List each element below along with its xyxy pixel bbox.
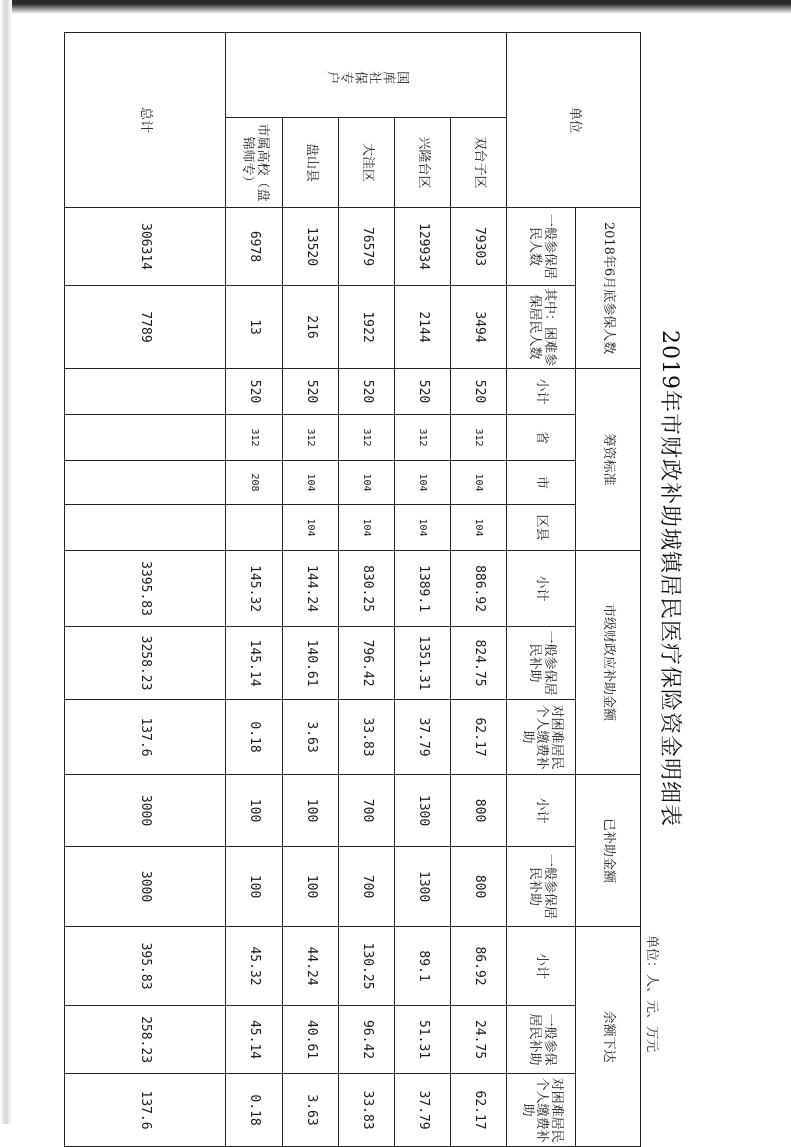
group-label-cell [226, 33, 507, 118]
std-subtotal: 520 [283, 369, 339, 415]
header-std-district: 区县 [507, 505, 576, 551]
std-district: 104 [395, 505, 451, 551]
header-paid-subtotal: 小计 [507, 775, 576, 847]
bal-general: 51.31 [395, 1006, 451, 1074]
general-count: 129934 [395, 208, 451, 286]
std-district: 104 [283, 505, 339, 551]
header-bal-subtotal: 小计 [507, 927, 576, 1006]
std-province: 312 [226, 415, 283, 461]
due-subtotal: 1389.1 [395, 551, 451, 627]
bal-general: 40.61 [283, 1006, 339, 1074]
total-paid-subtotal: 3000 [65, 775, 226, 847]
total-bal-general: 258.23 [65, 1006, 226, 1074]
header-city-fiscal: 市级财政应补助金额 [576, 551, 641, 775]
total-paid-general: 3000 [65, 847, 226, 927]
paid-subtotal: 800 [451, 775, 507, 847]
paid-general: 100 [283, 847, 339, 927]
total-general-count: 306314 [65, 208, 226, 286]
due-subtotal: 830.25 [339, 551, 395, 627]
header-due-general: 一般参保居民补助 [507, 627, 576, 700]
due-poor: 62.17 [451, 700, 507, 775]
poor-count: 216 [283, 286, 339, 369]
due-poor: 3.63 [283, 700, 339, 775]
paid-subtotal: 100 [226, 775, 283, 847]
std-province: 312 [283, 415, 339, 461]
std-province: 312 [395, 415, 451, 461]
document-title: 2019年市财政补助城镇居民医疗保险资金明细表 [657, 330, 682, 827]
paid-subtotal: 1300 [395, 775, 451, 847]
bal-general: 24.75 [451, 1006, 507, 1074]
general-count: 6978 [226, 208, 283, 286]
header-row-1 [576, 33, 641, 1147]
total-due-general: 3258.23 [65, 627, 226, 700]
std-subtotal: 520 [451, 369, 507, 415]
group-label: 国库社保专户 [326, 68, 411, 84]
total-row [65, 33, 226, 1147]
total-std-city [65, 461, 226, 505]
poor-count: 13 [226, 286, 283, 369]
header-std-subtotal: 小计 [507, 369, 576, 415]
row-name: 大洼区 [339, 118, 395, 208]
due-general: 145.14 [226, 627, 283, 700]
general-count: 76579 [339, 208, 395, 286]
row-name: 兴隆台区 [395, 118, 451, 208]
bal-subtotal: 130.25 [339, 927, 395, 1006]
total-poor-count: 7789 [65, 286, 226, 369]
row-name: 盘山县 [283, 118, 339, 208]
due-general: 796.42 [339, 627, 395, 700]
poor-count: 1922 [339, 286, 395, 369]
header-due-poor: 对困难居民个人缴费补助 [507, 700, 576, 775]
header-due-subtotal: 小计 [507, 551, 576, 627]
due-subtotal: 145.32 [226, 551, 283, 627]
bal-general: 45.14 [226, 1006, 283, 1074]
table-row [339, 33, 395, 1147]
header-bal-poor: 对困难居民个人缴费补助 [507, 1074, 576, 1147]
row-name: 市属高校（盘锦师专） [226, 118, 283, 208]
bal-poor: 62.17 [451, 1074, 507, 1147]
header-balance: 余额下达 [576, 927, 641, 1147]
due-subtotal: 144.24 [283, 551, 339, 627]
poor-count: 2144 [395, 286, 451, 369]
std-subtotal: 520 [395, 369, 451, 415]
paid-subtotal: 100 [283, 775, 339, 847]
header-bal-general: 一般参保居民补助 [507, 1006, 576, 1074]
due-poor: 33.83 [339, 700, 395, 775]
unit-label: 单位：人、元、万元 [644, 935, 659, 1053]
bal-poor: 0.18 [226, 1074, 283, 1147]
std-province: 312 [339, 415, 395, 461]
std-district: 104 [451, 505, 507, 551]
header-unit: 单位 [507, 33, 641, 208]
bal-subtotal: 44.24 [283, 927, 339, 1006]
header-std-city: 市 [507, 461, 576, 505]
std-province: 312 [451, 415, 507, 461]
header-poor-enrolled: 其中：困难参保居民人数 [507, 286, 576, 369]
std-city: 104 [395, 461, 451, 505]
bal-subtotal: 89.1 [395, 927, 451, 1006]
std-city: 104 [451, 461, 507, 505]
total-label: 总计 [65, 33, 226, 208]
table-row [451, 33, 507, 1147]
paid-subtotal: 700 [339, 775, 395, 847]
due-general: 1351.31 [395, 627, 451, 700]
due-poor: 0.18 [226, 700, 283, 775]
subsidy-detail-table [64, 32, 641, 1147]
table-row [395, 33, 451, 1147]
header-enrolled-group: 2018年6月底参保人数 [576, 208, 641, 369]
table-row [226, 33, 283, 1147]
general-count: 79303 [451, 208, 507, 286]
paid-general: 100 [226, 847, 283, 927]
std-subtotal: 520 [226, 369, 283, 415]
total-bal-poor: 137.6 [65, 1074, 226, 1147]
std-subtotal: 520 [339, 369, 395, 415]
total-due-poor: 137.6 [65, 700, 226, 775]
bal-poor: 3.63 [283, 1074, 339, 1147]
due-poor: 37.79 [395, 700, 451, 775]
due-general: 140.61 [283, 627, 339, 700]
total-due-subtotal: 3395.83 [65, 551, 226, 627]
bal-general: 96.42 [339, 1006, 395, 1074]
bal-subtotal: 45.32 [226, 927, 283, 1006]
std-district [226, 505, 283, 551]
header-std-province: 省 [507, 415, 576, 461]
std-city: 208 [226, 461, 283, 505]
paid-general: 1300 [395, 847, 451, 927]
header-paid: 已补助金额 [576, 775, 641, 927]
bal-poor: 33.83 [339, 1074, 395, 1147]
total-std-subtotal [65, 369, 226, 415]
due-general: 824.75 [451, 627, 507, 700]
bal-poor: 37.79 [395, 1074, 451, 1147]
std-city: 104 [283, 461, 339, 505]
header-funding-standard: 筹资标准 [576, 369, 641, 551]
poor-count: 3494 [451, 286, 507, 369]
general-count: 13520 [283, 208, 339, 286]
row-name: 双台子区 [451, 118, 507, 208]
total-std-province [65, 415, 226, 461]
table-row [283, 33, 339, 1147]
std-city: 104 [339, 461, 395, 505]
total-std-district [65, 505, 226, 551]
header-paid-general: 一般参保居民补助 [507, 847, 576, 927]
paid-general: 700 [339, 847, 395, 927]
header-general-enrolled: 一般参保居民人数 [507, 208, 576, 286]
std-district: 104 [339, 505, 395, 551]
bal-subtotal: 86.92 [451, 927, 507, 1006]
total-bal-subtotal: 395.83 [65, 927, 226, 1006]
due-subtotal: 886.92 [451, 551, 507, 627]
paid-general: 800 [451, 847, 507, 927]
